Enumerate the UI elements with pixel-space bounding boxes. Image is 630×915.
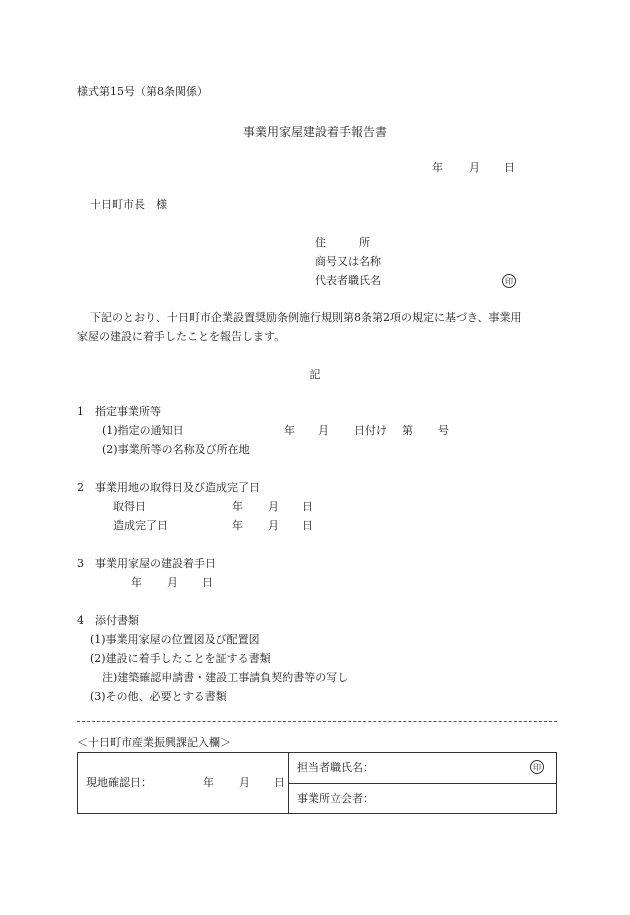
body-text-line1: 下記のとおり、十日町市企業設置奨励条例施行規則第8条第2項の規定に基づき、事業用 xyxy=(90,311,522,324)
notice-month: 月 xyxy=(318,424,329,437)
site-check-month: 月 xyxy=(239,776,250,789)
comp-day: 日 xyxy=(302,519,313,532)
site-check-day: 日 xyxy=(274,776,285,789)
acq-month: 月 xyxy=(268,500,279,513)
acquisition-date-label: 取得日 xyxy=(113,500,146,513)
document-title: 事業用家屋建設着手報告書 xyxy=(242,125,387,139)
date-month: 月 xyxy=(469,161,480,174)
section2-heading: 2 事業用地の取得日及び造成完了日 xyxy=(77,481,260,494)
addressee: 十日町市長 様 xyxy=(90,198,167,211)
completion-date-label: 造成完了日 xyxy=(113,519,168,532)
date-day: 日 xyxy=(504,161,515,174)
staff-cell xyxy=(289,753,557,784)
attachment-item: (1)事業用家屋の位置図及び配置図 xyxy=(90,633,260,646)
representative-label: 代表者職氏名 xyxy=(315,274,381,287)
seal-icon: 印 xyxy=(502,274,516,288)
body-text-line2: 家屋の建設に着手したことを報告します。 xyxy=(77,330,286,343)
ki-heading: 記 xyxy=(309,368,321,381)
notice-go: 号 xyxy=(438,424,449,437)
form-number: 様式第15号（第8条関係） xyxy=(77,85,208,98)
acq-year: 年 xyxy=(232,500,243,513)
office-use-label: ＜十日町市産業振興課記入欄＞ xyxy=(77,736,231,749)
start-month: 月 xyxy=(167,576,178,589)
office-name-location-label: (2)事業所等の名称及び所在地 xyxy=(102,443,250,456)
site-check-year: 年 xyxy=(203,776,214,789)
name-label: 商号又は名称 xyxy=(315,255,381,268)
section4-heading: 4 添付書類 xyxy=(77,614,139,627)
office-use-table xyxy=(77,752,557,814)
witness-cell xyxy=(289,783,557,814)
site-check-label: 現地確認日： xyxy=(86,776,152,789)
site-check-cell xyxy=(78,753,289,814)
start-year: 年 xyxy=(131,576,142,589)
address-label: 住 所 xyxy=(315,236,370,249)
staff-seal-icon: 印 xyxy=(530,760,544,774)
notice-no: 第 xyxy=(402,424,413,437)
section1-heading: 1 指定事業所等 xyxy=(77,405,161,418)
witness-label: 事業所立会者： xyxy=(297,791,374,805)
section3-heading: 3 事業用家屋の建設着手日 xyxy=(77,557,216,570)
attachment-item: (2)建設に着手したことを証する書類 xyxy=(90,652,271,665)
start-day: 日 xyxy=(202,576,213,589)
acq-day: 日 xyxy=(302,500,313,513)
notice-day: 日付け xyxy=(354,424,387,437)
staff-label: 担当者職氏名： xyxy=(297,761,374,775)
attachment-item: (3)その他、必要とする書類 xyxy=(90,690,227,703)
comp-month: 月 xyxy=(268,519,279,532)
comp-year: 年 xyxy=(232,519,243,532)
notice-date-label: (1)指定の通知日 xyxy=(102,424,184,437)
attachment-note: 注)建築確認申請書・建設工事請負契約書等の写し xyxy=(102,671,349,684)
dashed-divider xyxy=(77,721,557,722)
date-year: 年 xyxy=(432,161,443,174)
notice-year: 年 xyxy=(284,424,295,437)
